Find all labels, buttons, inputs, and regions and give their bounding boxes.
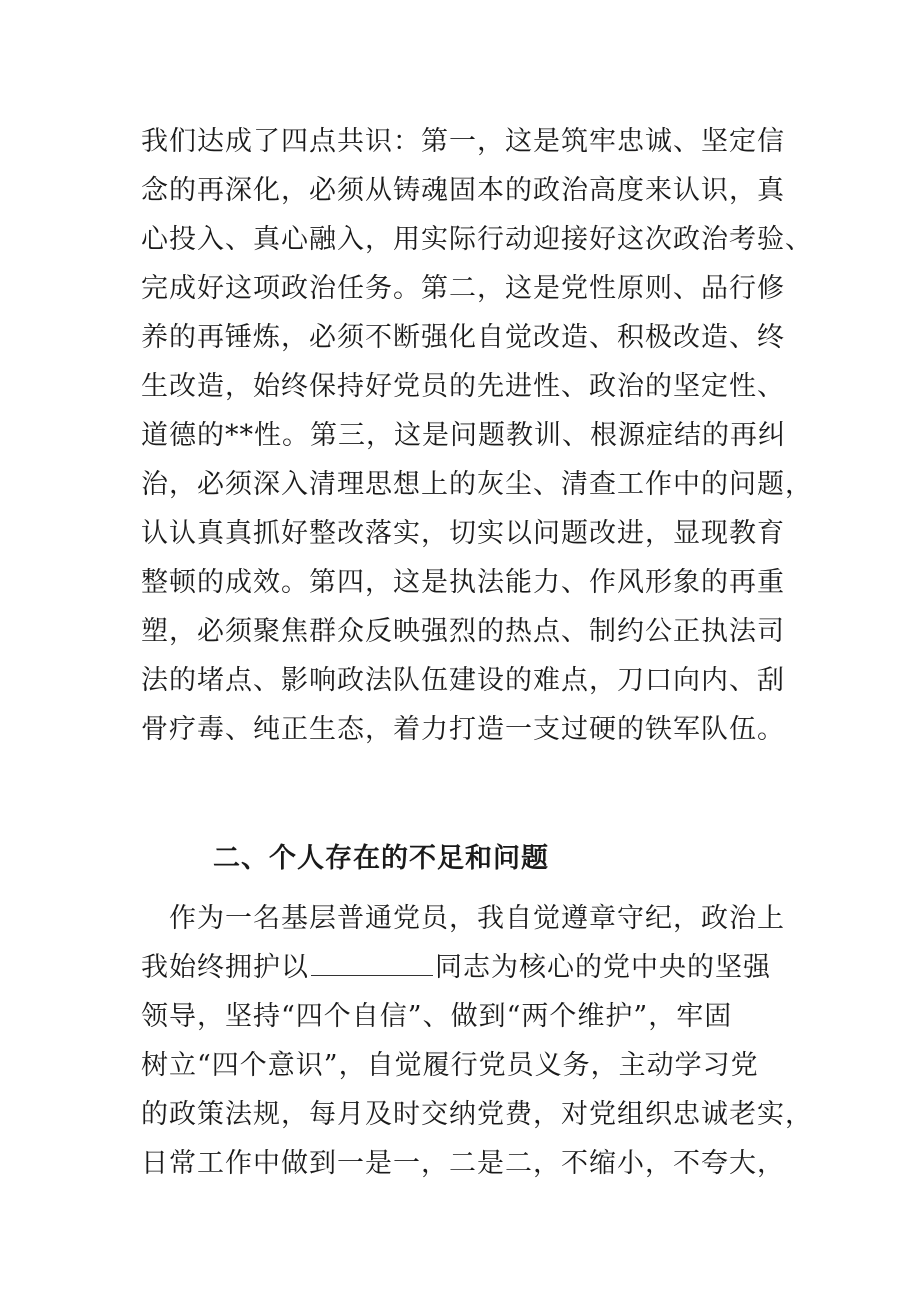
text-line: 树立“四个意识”，自觉履行党员义务，主动学习党 xyxy=(141,1050,759,1081)
section-heading: 二、个人存在的不足和问题 xyxy=(213,843,549,874)
text-line: 日常工作中做到一是一，二是二，不缩小，不夸大， xyxy=(141,1148,785,1179)
text-line: 完成好这项政治任务。第二，这是党性原则、品行修 xyxy=(141,273,785,304)
text-line: 认认真真抓好整改落实，切实以问题改进，显现教育 xyxy=(141,518,785,549)
text-line: 骨疗毒、纯正生态，着力打造一支过硬的铁军队伍。 xyxy=(141,714,785,745)
paragraph-shortcomings xyxy=(141,894,821,1188)
text-line: 领导，坚持“四个自信”、做到“两个维护”，牢固 xyxy=(141,1001,733,1032)
text-line: 道德的**性。第三，这是问题教训、根源症结的再纠 xyxy=(141,420,786,451)
text-line: 法的堵点、影响政法队伍建设的难点，刀口向内、刮 xyxy=(141,665,785,696)
text-segment: 我始终拥护以 xyxy=(141,952,309,983)
text-line-with-blank xyxy=(141,943,821,992)
text-line: 作为一名基层普通党员，我自觉遵章守纪，政治上 xyxy=(141,903,785,934)
text-line: 生改造，始终保持好党员的先进性、政治的坚定性、 xyxy=(141,371,785,402)
text-segment: 同志为核心的党中央的坚强 xyxy=(435,952,771,983)
text-line: 治，必须深入清理思想上的灰尘、清查工作中的问题， xyxy=(141,469,813,500)
text-line: 的政策法规，每月及时交纳党费，对党组织忠诚老实， xyxy=(141,1099,813,1130)
text-line: 塑，必须聚焦群众反映强烈的热点、制约公正执法司 xyxy=(141,616,785,647)
text-line: 念的再深化，必须从铸魂固本的政治高度来认识，真 xyxy=(141,175,785,206)
paragraph-consensus xyxy=(141,117,821,754)
text-line: 养的再锤炼，必须不断强化自觉改造、积极改造、终 xyxy=(141,322,785,353)
text-line: 我们达成了四点共识：第一，这是筑牢忠诚、坚定信 xyxy=(141,126,785,157)
text-line: 心投入、真心融入，用实际行动迎接好这次政治考验、 xyxy=(141,224,813,255)
fill-in-blank xyxy=(311,949,433,976)
text-line: 整顿的成效。第四，这是执法能力、作风形象的再重 xyxy=(141,567,785,598)
